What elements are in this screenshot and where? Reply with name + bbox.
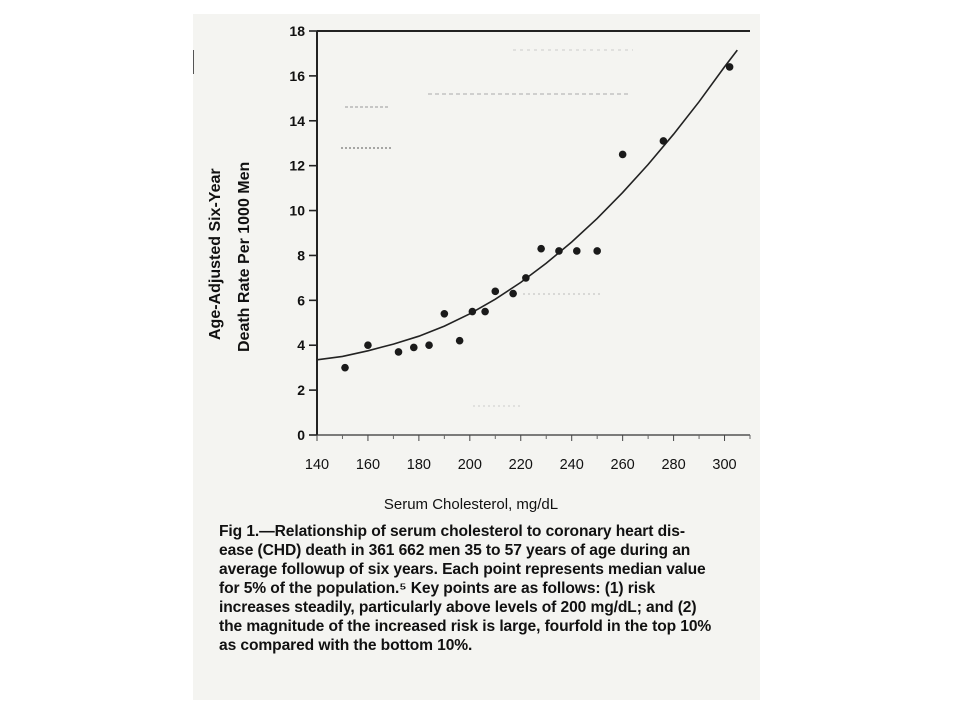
data-point <box>395 348 403 356</box>
fit-curve <box>317 50 737 360</box>
data-point <box>456 337 464 345</box>
data-point <box>509 290 517 298</box>
data-point <box>726 63 734 71</box>
caption-line: as compared with the bottom 10%. <box>219 637 473 654</box>
data-point <box>555 247 563 255</box>
data-point <box>410 344 418 352</box>
y-tick-label: 12 <box>289 157 305 174</box>
y-tick-label: 4 <box>297 337 305 354</box>
caption-line: Fig 1.—Relationship of serum cholesterol to coronary heart dis- <box>219 523 685 540</box>
data-point <box>441 310 449 318</box>
data-point <box>491 288 499 296</box>
y-tick-label: 6 <box>297 292 305 309</box>
data-points <box>341 63 733 371</box>
y-tick-label: 10 <box>289 202 305 219</box>
y-tick-label: 8 <box>297 247 305 264</box>
caption-line: ease (CHD) death in 361 662 men 35 to 57 years of age during an <box>219 542 691 559</box>
x-axis-label: Serum Cholesterol, mg/dL <box>383 496 559 513</box>
caption-line: increases steadily, particularly above levels of 200 mg/dL; and (2) <box>219 599 697 616</box>
data-point <box>619 151 627 159</box>
y-tick-label: 16 <box>289 67 305 84</box>
x-tick-label: 180 <box>406 457 431 473</box>
data-point <box>573 247 581 255</box>
data-point <box>593 247 601 255</box>
data-point <box>469 308 477 316</box>
x-tick-label: 240 <box>559 457 584 473</box>
y-tick-label: 2 <box>297 382 305 399</box>
data-point <box>481 308 489 316</box>
data-point <box>364 341 372 349</box>
x-tick-label: 300 <box>712 457 737 473</box>
caption-line: average followup of six years. Each point represents median value <box>219 561 706 578</box>
y-axis-label-line1: Age-Adjusted Six-Year <box>207 168 224 340</box>
y-tick-label: 18 <box>289 23 305 39</box>
x-tick-label: 200 <box>457 457 482 473</box>
data-point <box>537 245 545 253</box>
x-tick-label: 260 <box>610 457 635 473</box>
axes <box>317 31 750 435</box>
y-tick-label: 14 <box>289 112 305 129</box>
y-axis-label-line2: Death Rate Per 1000 Men <box>236 161 253 352</box>
data-point <box>660 137 668 145</box>
data-point <box>341 364 349 372</box>
x-tick-label: 160 <box>355 457 381 473</box>
x-tick-label: 280 <box>661 457 686 473</box>
caption-line: for 5% of the population.⁵ Key points are as follows: (1) risk <box>219 580 656 597</box>
x-tick-label: 140 <box>304 457 330 473</box>
figure-caption <box>219 522 767 655</box>
x-ticks <box>305 435 750 473</box>
y-tick-label: 0 <box>297 427 305 443</box>
caption-line: the magnitude of the increased risk is large, fourfold in the top 10% <box>219 618 712 635</box>
x-tick-label: 220 <box>508 457 533 473</box>
y-ticks <box>289 23 317 443</box>
data-point <box>425 341 433 349</box>
data-point <box>522 274 530 282</box>
fit-curve-group <box>317 50 737 360</box>
